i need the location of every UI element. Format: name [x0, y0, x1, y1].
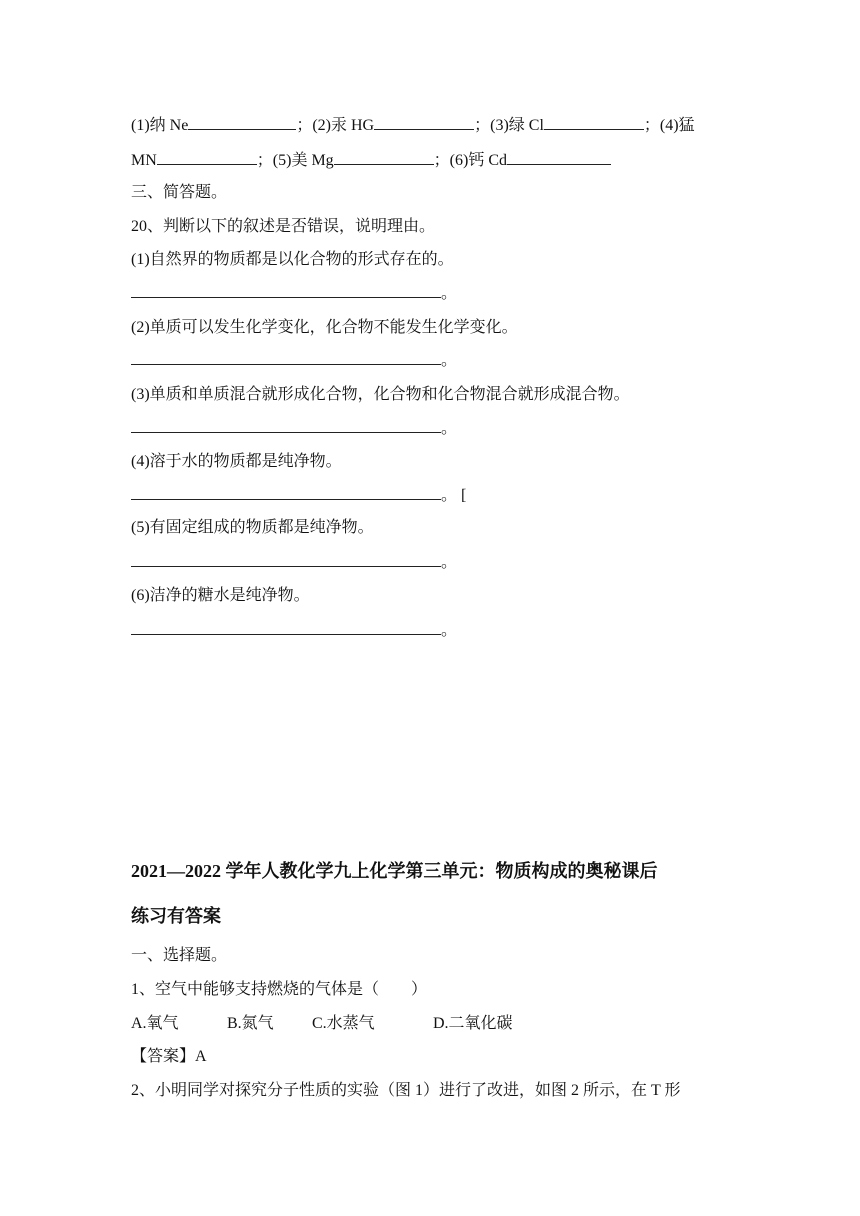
fill-item-3-label: ；(3)绿 Cl	[474, 117, 544, 134]
answer-blank[interactable]	[544, 113, 644, 130]
question-1-options	[131, 1014, 513, 1034]
question-20-item-4: (4)溶于水的物质都是纯净物。	[131, 453, 342, 470]
fill-row-2	[131, 148, 611, 171]
fill-row-1	[131, 113, 695, 136]
fill-item-6-label: ；(6)钙 Cd	[433, 152, 508, 169]
question-1-stem: 1、空气中能够支持燃烧的气体是（ ）	[131, 981, 428, 998]
fill-item-4-symbol: MN	[131, 152, 157, 169]
answer-line-5[interactable]: 。	[131, 552, 457, 573]
option-a: A.氧气	[131, 1015, 179, 1032]
stray-bracket: [	[461, 487, 467, 504]
option-c: C.水蒸气	[312, 1015, 375, 1032]
option-d: D.二氧化碳	[433, 1015, 513, 1032]
answer-blank[interactable]	[507, 148, 611, 165]
fill-item-4-label: ；(4)猛	[643, 117, 695, 134]
question-2-stem: 2、小明同学对探究分子性质的实验（图 1）进行了改进，如图 2 所示，在 T 形	[131, 1082, 681, 1099]
answer-section-title-line-2: 练习有答案	[131, 906, 221, 926]
answer-line-1[interactable]: 。	[131, 283, 457, 304]
answer-blank[interactable]	[157, 148, 257, 165]
question-1-answer: 【答案】A	[131, 1048, 207, 1065]
answer-section-title-line-1: 2021—2022 学年人教化学九上化学第三单元：物质构成的奥秘课后	[131, 861, 658, 881]
fill-item-5-label: ；(5)美 Mg	[256, 152, 334, 169]
section-heading-short-answer: 三、简答题。	[131, 184, 228, 201]
question-20-item-1: (1)自然界的物质都是以化合物的形式存在的。	[131, 251, 454, 268]
answer-blank[interactable]	[334, 148, 434, 165]
answer-line-6[interactable]: 。	[131, 620, 457, 641]
answer-line-3[interactable]: 。	[131, 418, 457, 439]
question-20-item-6: (6)洁净的糖水是纯净物。	[131, 587, 310, 604]
fill-item-1-label: (1)纳 Ne	[131, 117, 189, 134]
question-20-item-3: (3)单质和单质混合就形成化合物，化合物和化合物混合就形成混合物。	[131, 386, 630, 403]
answer-blank[interactable]	[188, 113, 296, 130]
answer-line-2[interactable]: 。	[131, 350, 457, 371]
option-b: B.氮气	[227, 1015, 274, 1032]
fill-item-2-label: ；(2)汞 HG	[296, 117, 375, 134]
question-20-item-5: (5)有固定组成的物质都是纯净物。	[131, 519, 374, 536]
section-heading-multiple-choice: 一、选择题。	[131, 947, 228, 964]
question-20-item-2: (2)单质可以发生化学变化，化合物不能发生化学变化。	[131, 319, 518, 336]
answer-blank[interactable]	[374, 113, 474, 130]
question-20-stem: 20、判断以下的叙述是否错误，说明理由。	[131, 218, 436, 235]
answer-line-4[interactable]: 。 [	[131, 485, 466, 506]
